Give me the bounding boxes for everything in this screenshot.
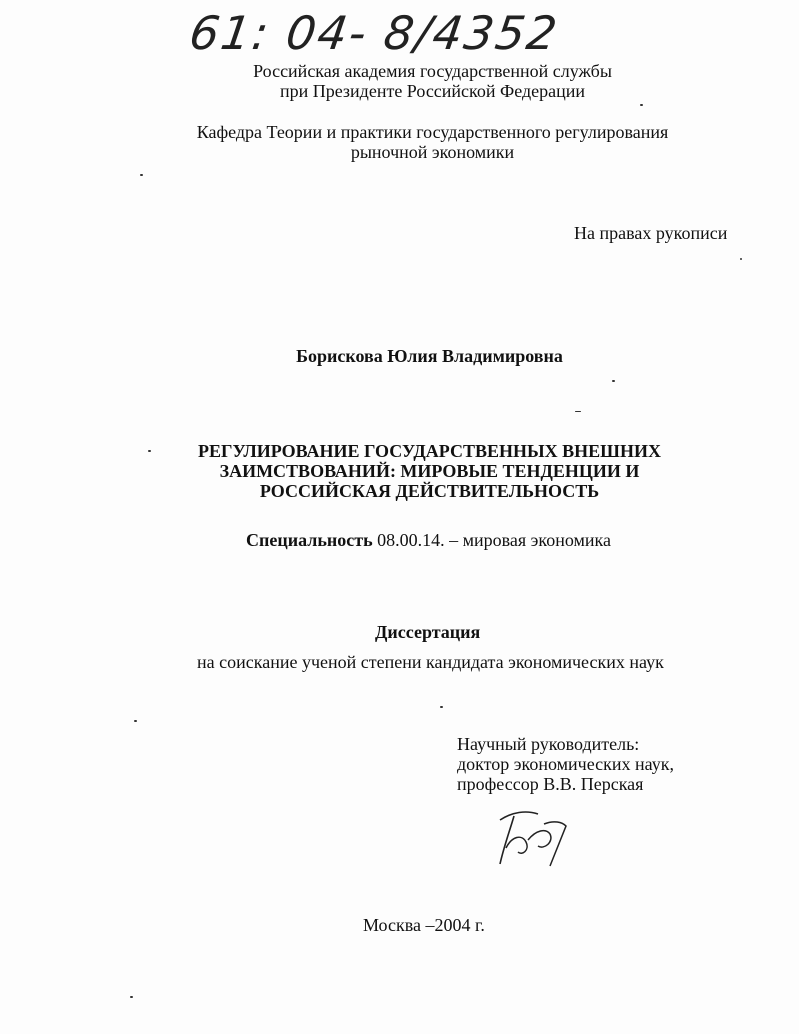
department-line-2: рыночной экономики — [350, 142, 515, 162]
degree-statement: на соискание ученой степени кандидата экономических наук — [197, 652, 664, 672]
scan-speck — [130, 996, 133, 998]
supervisor-signature — [492, 806, 572, 870]
supervisor-line-1: Научный руководитель: — [457, 734, 640, 754]
scan-speck — [575, 411, 581, 412]
scan-speck — [640, 104, 643, 106]
manuscript-note: На правах рукописи — [574, 223, 728, 243]
place-year: Москва –2004 г. — [363, 915, 485, 935]
scan-speck — [740, 258, 742, 260]
title-line-2: ЗАИМСТВОВАНИЙ: МИРОВЫЕ ТЕНДЕНЦИИ И — [219, 461, 640, 481]
scan-speck — [612, 380, 615, 382]
institution-line-1: Российская академия государственной службы — [253, 61, 612, 81]
specialty-label: Специальность — [246, 530, 373, 550]
specialty-value: 08.00.14. – мировая экономика — [372, 530, 611, 550]
scan-speck — [440, 706, 443, 708]
department-line-1: Кафедра Теории и практики государственного регулирования — [196, 122, 669, 142]
scan-speck — [148, 450, 151, 452]
institution-line-2: при Президенте Российской Федерации — [279, 81, 586, 101]
specialty — [246, 529, 611, 551]
supervisor-line-3: профессор В.В. Перская — [457, 774, 644, 794]
title-line-1: РЕГУЛИРОВАНИЕ ГОСУДАРСТВЕННЫХ ВНЕШНИХ — [198, 441, 661, 461]
scan-speck — [134, 720, 137, 722]
title-line-3: РОССИЙСКАЯ ДЕЙСТВИТЕЛЬНОСТЬ — [259, 481, 600, 501]
scan-speck — [140, 174, 143, 176]
work-type: Диссертация — [375, 622, 481, 642]
archive-mark: 61: 04- 8/4352 — [186, 6, 563, 60]
author-name: Борискова Юлия Владимировна — [296, 346, 563, 366]
supervisor-line-2: доктор экономических наук, — [457, 754, 674, 774]
